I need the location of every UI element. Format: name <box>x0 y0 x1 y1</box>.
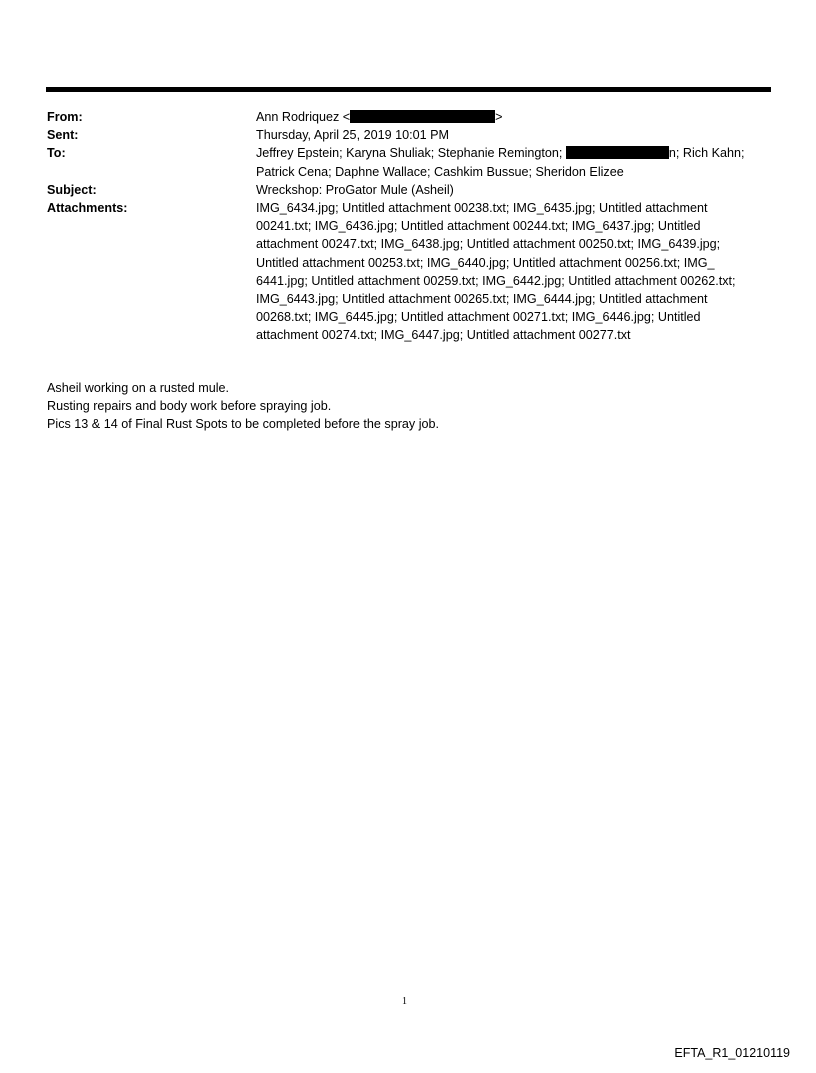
from-value <box>256 108 777 126</box>
from-label: From: <box>47 110 83 124</box>
redaction-box <box>350 110 495 123</box>
attachments-line: 00268.txt; IMG_6445.jpg; Untitled attachment 00271.txt; IMG_6446.jpg; Untitled <box>256 310 701 325</box>
to-line-1 <box>256 144 777 162</box>
email-body <box>47 379 767 434</box>
to-value <box>256 144 777 180</box>
attachments-line: Untitled attachment 00253.txt; IMG_6440.jpg; Untitled attachment 00256.txt; IMG_ <box>256 255 715 270</box>
attachments-line: attachment 00274.txt; IMG_6447.jpg; Untitled attachment 00277.txt <box>256 328 631 343</box>
body-line: Asheil working on a rusted mule. <box>47 381 230 395</box>
sent-label: Sent: <box>47 128 79 143</box>
subject-value: Wreckshop: ProGator Mule (Asheil) <box>256 182 454 197</box>
attachments-line: attachment 00247.txt; IMG_6438.jpg; Untitled attachment 00250.txt; IMG_6439.jpg; <box>256 237 721 252</box>
sent-row <box>47 126 777 144</box>
attachments-label: Attachments: <box>47 201 128 216</box>
from-row <box>47 108 777 126</box>
to-recipients-part1: Jeffrey Epstein; Karyna Shuliak; Stephanie Remington; <box>256 146 563 161</box>
document-id: EFTA_R1_01210119 <box>674 1046 790 1060</box>
sent-value: Thursday, April 25, 2019 10:01 PM <box>256 128 449 143</box>
attachments-line: IMG_6434.jpg; Untitled attachment 00238.txt; IMG_6435.jpg; Untitled attachment <box>256 201 708 216</box>
subject-label: Subject: <box>47 182 97 197</box>
email-header <box>47 108 777 345</box>
from-close: > <box>495 110 503 124</box>
attachments-line: IMG_6443.jpg; Untitled attachment 00265.txt; IMG_6444.jpg; Untitled attachment <box>256 292 708 307</box>
body-line: Pics 13 & 14 of Final Rust Spots to be completed before the spray job. <box>47 417 440 432</box>
body-line: Rusting repairs and body work before spraying job. <box>47 399 332 414</box>
to-row <box>47 144 777 180</box>
to-line-2: Patrick Cena; Daphne Wallace; Cashkim Bussue; Sheridon Elizee <box>256 164 624 179</box>
from-name: Ann Rodriquez < <box>256 110 351 124</box>
header-rule <box>46 87 771 92</box>
attachments-line: 6441.jpg; Untitled attachment 00259.txt; IMG_6442.jpg; Untitled attachment 00262.txt; <box>256 273 736 288</box>
attachments-row <box>47 199 777 345</box>
subject-row <box>47 181 777 199</box>
attachments-line: 00241.txt; IMG_6436.jpg; Untitled attachment 00244.txt; IMG_6437.jpg; Untitled <box>256 219 701 234</box>
to-label: To: <box>47 146 66 161</box>
redaction-box <box>566 146 669 159</box>
to-recipients-part2: n; Rich Kahn; <box>668 146 745 161</box>
attachments-value <box>256 199 777 345</box>
page-number: 1 <box>402 996 407 1007</box>
